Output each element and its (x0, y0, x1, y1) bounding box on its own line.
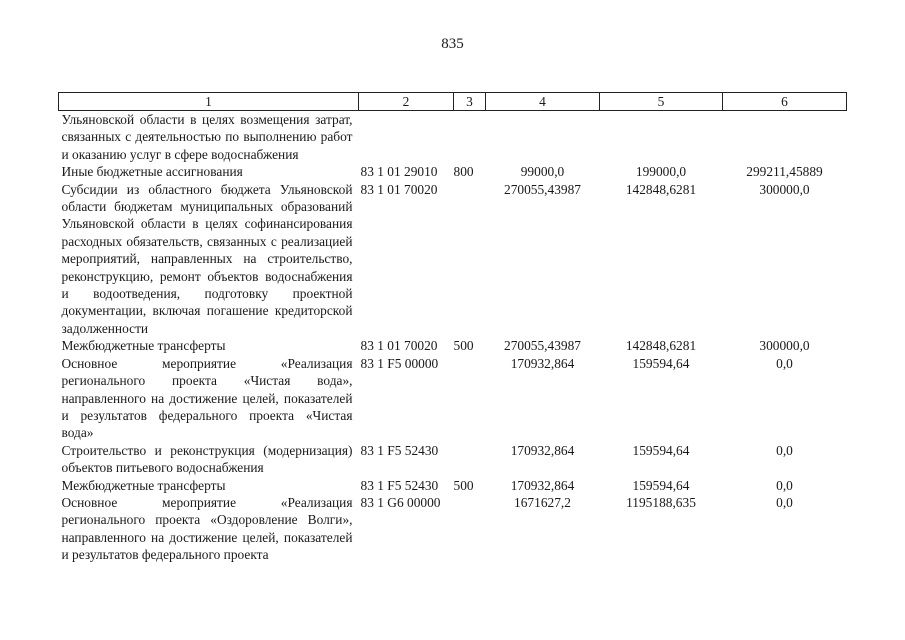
column-header-2: 2 (359, 93, 454, 111)
column-header-5: 5 (600, 93, 723, 111)
row-value-col5: 142848,6281 (625, 181, 697, 197)
table-row (59, 337, 847, 354)
row-expense-type (454, 355, 486, 442)
row-value-col6 (723, 111, 847, 164)
row-value-col4: 270055,43987 (504, 338, 581, 354)
row-target-code: 83 1 G6 00000 (360, 494, 441, 510)
row-value-col5: 1195188,635 (626, 494, 696, 510)
row-value-col4: 170932,864 (510, 442, 575, 458)
row-value-col5 (600, 111, 723, 164)
row-description: Межбюджетные трансферты (61, 338, 226, 354)
budget-table (58, 92, 847, 564)
row-value-col6: 0,0 (776, 442, 793, 458)
row-target-code: 83 1 01 29010 (360, 164, 438, 180)
table-body (59, 111, 847, 564)
table-row (59, 442, 847, 477)
row-value-col5: 159594,64 (632, 442, 690, 458)
row-expense-type: 500 (453, 477, 474, 493)
page-number: 835 (441, 36, 464, 52)
row-target-code: 83 1 F5 52430 (360, 442, 439, 458)
row-value-col4: 170932,864 (510, 355, 575, 371)
row-value-col4: 99000,0 (520, 164, 565, 180)
row-description: Основное мероприятие «Реализация регионального проекта «Оздоровление Волги», направленного на достижение целей, показателей и результатов федерального проекта (61, 494, 353, 563)
row-expense-type: 800 (453, 164, 474, 180)
row-value-col5: 159594,64 (632, 355, 690, 371)
column-header-6: 6 (723, 93, 847, 111)
row-target-code: 83 1 F5 52430 (360, 477, 439, 493)
column-header-3: 3 (454, 93, 486, 111)
row-target-code (359, 111, 454, 164)
row-expense-type (454, 494, 486, 564)
row-value-col6: 0,0 (776, 355, 793, 371)
row-expense-type (454, 442, 486, 477)
row-value-col5: 142848,6281 (625, 338, 697, 354)
row-description: Строительство и реконструкция (модернизация) объектов питьевого водоснабжения (61, 442, 353, 476)
row-value-col4: 1671627,2 (514, 494, 571, 510)
table-row (59, 477, 847, 494)
row-value-col6: 300000,0 (759, 181, 810, 197)
row-target-code: 83 1 F5 00000 (360, 355, 439, 371)
row-target-code: 83 1 01 70020 (360, 181, 438, 197)
row-expense-type (454, 111, 486, 164)
table-row (59, 163, 847, 180)
row-description: Основное мероприятие «Реализация регионального проекта «Чистая вода», направленного на достижение целей, показателей и результатов федерального проекта «Чистая вода» (61, 355, 353, 441)
row-value-col5: 159594,64 (632, 477, 690, 493)
row-value-col4: 270055,43987 (504, 181, 581, 197)
table-row (59, 494, 847, 564)
row-value-col6: 0,0 (776, 477, 793, 493)
table-row (59, 181, 847, 338)
column-header-4: 4 (486, 93, 600, 111)
table-row (59, 355, 847, 442)
row-description: Ульяновской области в целях возмещения затрат, связанных с деятельностью по выполнению работ и оказанию услуг в сфере водоснабжения (61, 112, 353, 162)
row-expense-type: 500 (453, 338, 474, 354)
row-target-code: 83 1 01 70020 (360, 338, 438, 354)
row-value-col4: 170932,864 (510, 477, 575, 493)
header-row (59, 93, 847, 111)
row-expense-type (454, 181, 486, 338)
row-value-col6: 300000,0 (759, 338, 810, 354)
table-row (59, 111, 847, 164)
column-header-1: 1 (59, 93, 359, 111)
row-description: Межбюджетные трансферты (61, 477, 226, 493)
row-value-col6: 299211,45889 (746, 164, 823, 180)
row-value-col6: 0,0 (776, 494, 793, 510)
row-description: Иные бюджетные ассигнования (61, 164, 243, 180)
row-value-col4 (486, 111, 600, 164)
row-value-col5: 199000,0 (635, 164, 687, 180)
row-description: Субсидии из областного бюджета Ульяновской области бюджетам муниципальных образований Ульяновской области в целях софинансирования расходных обязательств, связанных с реализацией мероприятий, направленных на строительство, реконструкцию, ремонт объектов водоснабжения и водоотведения, подготовку проектной документации, включая погашение кредиторской задолженности (61, 181, 353, 336)
